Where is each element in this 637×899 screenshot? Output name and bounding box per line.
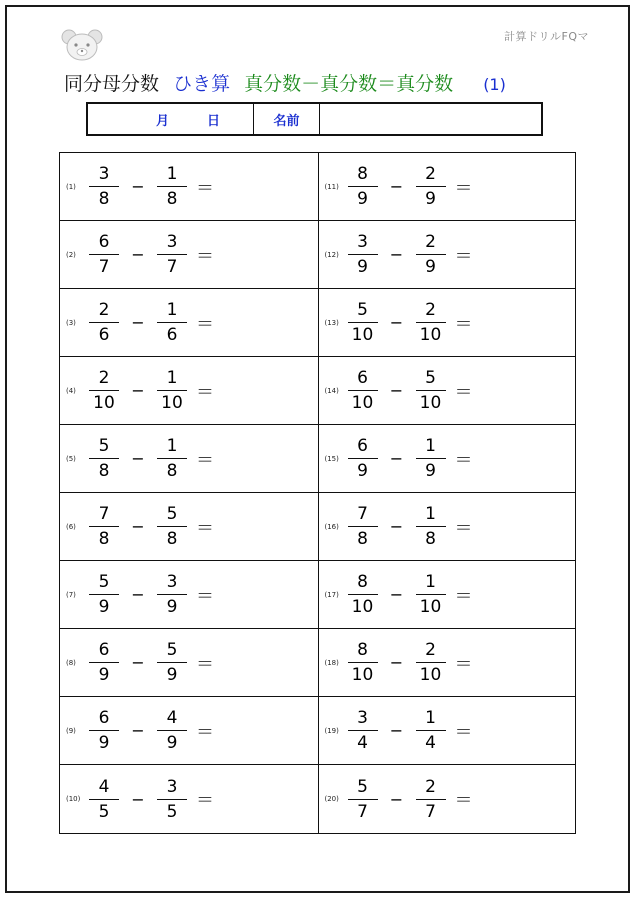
- denominator: 10: [419, 597, 442, 617]
- numerator: 4: [98, 776, 110, 797]
- numerator: 5: [357, 776, 368, 797]
- day-label: 日: [207, 113, 221, 129]
- fraction-subtrahend: [156, 776, 188, 823]
- problem-cell[interactable]: [318, 765, 576, 833]
- fraction-subtrahend: [415, 707, 447, 754]
- numerator: 3: [357, 232, 368, 252]
- fraction-minuend: [88, 571, 120, 618]
- page-title: [64, 72, 514, 97]
- equals-sign: ＝: [454, 721, 473, 743]
- fraction-bar: [89, 390, 119, 391]
- numerator: 3: [166, 776, 178, 797]
- problem-number: (3): [66, 318, 76, 327]
- fraction-subtrahend: [156, 503, 188, 550]
- fraction-bar: [157, 186, 187, 187]
- fraction-bar: [416, 322, 446, 323]
- problem-cell[interactable]: [318, 629, 576, 697]
- problem-number: (1): [66, 182, 76, 191]
- fraction-bar: [89, 799, 119, 800]
- fraction-bar: [89, 322, 119, 323]
- denominator: 10: [161, 393, 183, 413]
- minus-sign: −: [131, 517, 145, 536]
- fraction-minuend: [347, 776, 379, 823]
- numerator: 2: [425, 300, 436, 320]
- fraction-bar: [348, 390, 378, 391]
- numerator: 2: [98, 368, 110, 388]
- problem-cell[interactable]: [60, 357, 318, 425]
- problem-cell[interactable]: [318, 289, 576, 357]
- problem-cell[interactable]: [60, 765, 318, 833]
- fraction-bar: [157, 526, 187, 527]
- denominator: 7: [98, 257, 110, 277]
- equals-sign: ＝: [196, 177, 214, 199]
- problem-cell[interactable]: [318, 425, 576, 493]
- denominator: 10: [351, 597, 374, 617]
- minus-sign: −: [131, 721, 145, 740]
- problem-number: (8): [66, 658, 76, 667]
- fraction-minuend: [88, 367, 120, 414]
- fraction-bar: [89, 526, 119, 527]
- fraction-bar: [416, 254, 446, 255]
- fraction-minuend: [347, 639, 379, 686]
- numerator: 6: [98, 640, 110, 660]
- denominator: 8: [166, 189, 178, 209]
- problem: [66, 221, 222, 288]
- fraction-bar: [89, 594, 119, 595]
- numerator: 1: [166, 300, 178, 320]
- problem: [66, 629, 222, 696]
- problem: [66, 697, 222, 764]
- fraction-bar: [416, 526, 446, 527]
- name-field[interactable]: [320, 104, 541, 134]
- denominator: 9: [98, 733, 110, 753]
- denominator: 9: [357, 461, 368, 481]
- title-operation: ひき算: [173, 73, 231, 95]
- title-type: 真分数－真分数＝真分数: [244, 73, 454, 95]
- problem-number: (20): [324, 795, 339, 803]
- fraction-minuend: [347, 435, 379, 482]
- minus-sign: −: [131, 585, 145, 604]
- denominator: 9: [166, 733, 178, 753]
- problem: [325, 221, 481, 288]
- problem-number: (9): [66, 726, 76, 735]
- equals-sign: ＝: [196, 245, 214, 267]
- equals-sign: ＝: [454, 245, 473, 267]
- fraction-bar: [157, 730, 187, 731]
- problem: [325, 289, 481, 356]
- minus-sign: −: [389, 381, 404, 400]
- minus-sign: −: [131, 789, 145, 809]
- minus-sign: −: [131, 245, 145, 264]
- problem: [66, 289, 222, 356]
- equals-sign: ＝: [454, 313, 473, 335]
- numerator: 3: [166, 232, 178, 252]
- equals-sign: ＝: [196, 449, 214, 471]
- fraction-bar: [89, 662, 119, 663]
- problem-number: (19): [324, 726, 339, 735]
- fraction-minuend: [347, 163, 379, 210]
- fraction-subtrahend: [156, 435, 188, 482]
- fraction-bar: [157, 799, 187, 800]
- numerator: 2: [98, 300, 110, 320]
- fraction-bar: [157, 662, 187, 663]
- problem: [66, 493, 222, 560]
- denominator: 4: [357, 733, 368, 753]
- fraction-subtrahend: [415, 571, 447, 618]
- problem-number: (5): [66, 454, 76, 463]
- numerator: 5: [166, 640, 178, 660]
- equals-sign: ＝: [196, 585, 214, 607]
- fraction-subtrahend: [415, 163, 447, 210]
- problem-number: (15): [324, 454, 339, 463]
- problem: [66, 357, 222, 424]
- problem: [325, 561, 481, 628]
- fraction-minuend: [347, 571, 379, 618]
- numerator: 6: [98, 232, 110, 252]
- problem-number: (12): [324, 250, 339, 259]
- numerator: 6: [357, 436, 368, 456]
- fraction-subtrahend: [156, 639, 188, 686]
- numerator: 3: [357, 708, 368, 728]
- minus-sign: −: [131, 449, 145, 468]
- name-label: 名前: [254, 104, 320, 134]
- denominator: 6: [98, 325, 110, 345]
- minus-sign: −: [389, 245, 404, 264]
- numerator: 6: [98, 708, 110, 728]
- fraction-subtrahend: [415, 776, 447, 823]
- denominator: 10: [351, 325, 374, 345]
- problem-cell[interactable]: [60, 629, 318, 697]
- fraction-minuend: [347, 299, 379, 346]
- numerator: 1: [425, 436, 436, 456]
- minus-sign: −: [389, 585, 404, 604]
- denominator: 8: [98, 461, 110, 481]
- denominator: 8: [98, 529, 110, 549]
- fraction-minuend: [88, 776, 120, 823]
- fraction-subtrahend: [415, 639, 447, 686]
- problem: [66, 561, 222, 628]
- problem: [66, 153, 222, 220]
- problem-cell[interactable]: [60, 697, 318, 765]
- fraction-bar: [348, 254, 378, 255]
- problem-cell[interactable]: [60, 221, 318, 289]
- fraction-bar: [89, 730, 119, 731]
- fraction-bar: [348, 458, 378, 459]
- fraction-bar: [157, 458, 187, 459]
- fraction-subtrahend: [415, 367, 447, 414]
- numerator: 7: [98, 504, 110, 524]
- denominator: 9: [425, 189, 436, 209]
- denominator: 7: [425, 801, 436, 822]
- problem-cell[interactable]: [318, 697, 576, 765]
- fraction-bar: [348, 526, 378, 527]
- fraction-minuend: [88, 707, 120, 754]
- numerator: 6: [357, 368, 368, 388]
- denominator: 8: [98, 189, 110, 209]
- problem-grid: [59, 152, 576, 834]
- denominator: 8: [357, 529, 368, 549]
- title-topic: 同分母分数: [64, 73, 160, 95]
- numerator: 1: [166, 368, 178, 388]
- numerator: 8: [357, 640, 368, 660]
- denominator: 7: [357, 801, 368, 822]
- problem-number: (14): [324, 386, 339, 395]
- problem-cell[interactable]: [318, 153, 576, 221]
- denominator: 10: [419, 665, 442, 685]
- denominator: 9: [425, 257, 436, 277]
- problem-number: (4): [66, 386, 76, 395]
- equals-sign: ＝: [196, 790, 214, 811]
- numerator: 2: [425, 776, 436, 797]
- fraction-minuend: [88, 435, 120, 482]
- equals-sign: ＝: [454, 449, 473, 471]
- denominator: 5: [166, 801, 178, 822]
- denominator: 6: [166, 325, 178, 345]
- problem-number: (16): [324, 522, 339, 531]
- numerator: 2: [425, 232, 436, 252]
- numerator: 1: [425, 504, 436, 524]
- denominator: 10: [351, 393, 374, 413]
- fraction-subtrahend: [156, 707, 188, 754]
- equals-sign: ＝: [196, 381, 214, 403]
- fraction-subtrahend: [156, 571, 188, 618]
- numerator: 1: [425, 572, 436, 592]
- fraction-bar: [89, 186, 119, 187]
- date-field[interactable]: [88, 104, 254, 134]
- fraction-minuend: [88, 639, 120, 686]
- problem: [325, 765, 481, 833]
- minus-sign: −: [131, 653, 145, 672]
- month-label: 月: [156, 113, 170, 129]
- equals-sign: ＝: [454, 381, 473, 403]
- fraction-bar: [89, 254, 119, 255]
- brand-label: 計算ドリルFQマ: [504, 30, 589, 43]
- title-sheet-number: (1): [483, 75, 506, 94]
- numerator: 1: [425, 708, 436, 728]
- numerator: 8: [357, 572, 368, 592]
- fraction-bar: [416, 390, 446, 391]
- denominator: 9: [98, 665, 110, 685]
- fraction-bar: [416, 594, 446, 595]
- denominator: 8: [166, 529, 178, 549]
- problem-number: (17): [324, 590, 339, 599]
- minus-sign: −: [389, 449, 404, 468]
- numerator: 5: [166, 504, 178, 524]
- fraction-bar: [348, 730, 378, 731]
- problem-cell[interactable]: [318, 357, 576, 425]
- numerator: 3: [98, 164, 110, 184]
- equals-sign: ＝: [454, 177, 473, 199]
- numerator: 7: [357, 504, 368, 524]
- denominator: 10: [351, 665, 374, 685]
- minus-sign: −: [389, 653, 404, 672]
- denominator: 9: [357, 189, 368, 209]
- minus-sign: −: [131, 313, 145, 332]
- problem-number: (18): [324, 658, 339, 667]
- denominator: 9: [357, 257, 368, 277]
- problem-cell[interactable]: [318, 221, 576, 289]
- problem-cell[interactable]: [60, 289, 318, 357]
- fraction-minuend: [88, 231, 120, 278]
- problem: [325, 493, 481, 560]
- minus-sign: −: [389, 789, 404, 809]
- fraction-minuend: [347, 367, 379, 414]
- numerator: 8: [357, 164, 368, 184]
- equals-sign: ＝: [454, 585, 473, 607]
- equals-sign: ＝: [454, 517, 473, 539]
- denominator: 7: [166, 257, 178, 277]
- equals-sign: ＝: [196, 721, 214, 743]
- fraction-subtrahend: [156, 163, 188, 210]
- numerator: 1: [166, 164, 178, 184]
- fraction-bar: [348, 594, 378, 595]
- problem: [325, 153, 481, 220]
- problem-cell[interactable]: [60, 493, 318, 561]
- problem-number: (2): [66, 250, 76, 259]
- fraction-bar: [157, 390, 187, 391]
- fraction-bar: [416, 730, 446, 731]
- fraction-bar: [157, 254, 187, 255]
- bear-logo-icon: [60, 28, 104, 62]
- fraction-bar: [348, 322, 378, 323]
- fraction-minuend: [88, 299, 120, 346]
- problem: [325, 629, 481, 696]
- problem-cell[interactable]: [60, 153, 318, 221]
- fraction-minuend: [347, 503, 379, 550]
- fraction-subtrahend: [415, 503, 447, 550]
- denominator: 8: [166, 461, 178, 481]
- numerator: 5: [98, 572, 110, 592]
- problem-cell[interactable]: [318, 561, 576, 629]
- numerator: 1: [166, 436, 178, 456]
- fraction-minuend: [347, 231, 379, 278]
- fraction-bar: [157, 594, 187, 595]
- fraction-subtrahend: [415, 435, 447, 482]
- fraction-subtrahend: [156, 367, 188, 414]
- fraction-bar: [89, 458, 119, 459]
- numerator: 4: [166, 708, 178, 728]
- problem: [66, 425, 222, 492]
- denominator: 5: [98, 801, 110, 822]
- problem-cell[interactable]: [318, 493, 576, 561]
- problem: [325, 425, 481, 492]
- equals-sign: ＝: [196, 313, 214, 335]
- numerator: 5: [357, 300, 368, 320]
- problem-number: (13): [324, 318, 339, 327]
- minus-sign: −: [131, 381, 145, 400]
- problem: [325, 357, 481, 424]
- denominator: 8: [425, 529, 436, 549]
- fraction-subtrahend: [156, 299, 188, 346]
- equals-sign: ＝: [454, 790, 473, 811]
- problem: [325, 697, 481, 764]
- minus-sign: −: [389, 313, 404, 332]
- denominator: 9: [166, 597, 178, 617]
- problem-number: (11): [324, 182, 339, 191]
- fraction-bar: [416, 458, 446, 459]
- minus-sign: −: [131, 177, 145, 196]
- denominator: 10: [419, 325, 442, 345]
- minus-sign: −: [389, 517, 404, 536]
- numerator: 5: [98, 436, 110, 456]
- denominator: 10: [93, 393, 115, 413]
- fraction-bar: [416, 662, 446, 663]
- equals-sign: ＝: [196, 653, 214, 675]
- minus-sign: −: [389, 177, 404, 196]
- equals-sign: ＝: [454, 653, 473, 675]
- denominator: 4: [425, 733, 436, 753]
- problem-number: (6): [66, 522, 76, 531]
- numerator: 2: [425, 164, 436, 184]
- problem: [66, 765, 222, 833]
- problem-number: (7): [66, 590, 76, 599]
- fraction-minuend: [347, 707, 379, 754]
- denominator: 9: [425, 461, 436, 481]
- fraction-subtrahend: [415, 231, 447, 278]
- fraction-bar: [416, 186, 446, 187]
- problem-cell[interactable]: [60, 425, 318, 493]
- denominator: 9: [166, 665, 178, 685]
- problem-cell[interactable]: [60, 561, 318, 629]
- fraction-bar: [348, 662, 378, 663]
- fraction-bar: [348, 799, 378, 800]
- denominator: 10: [419, 393, 442, 413]
- fraction-minuend: [88, 163, 120, 210]
- fraction-bar: [416, 799, 446, 800]
- denominator: 9: [98, 597, 110, 617]
- name-date-box: [86, 102, 543, 136]
- fraction-subtrahend: [415, 299, 447, 346]
- problem-number: (10): [66, 795, 81, 803]
- fraction-minuend: [88, 503, 120, 550]
- numerator: 3: [166, 572, 178, 592]
- fraction-bar: [157, 322, 187, 323]
- fraction-subtrahend: [156, 231, 188, 278]
- numerator: 5: [425, 368, 436, 388]
- minus-sign: −: [389, 721, 404, 740]
- numerator: 2: [425, 640, 436, 660]
- equals-sign: ＝: [196, 517, 214, 539]
- fraction-bar: [348, 186, 378, 187]
